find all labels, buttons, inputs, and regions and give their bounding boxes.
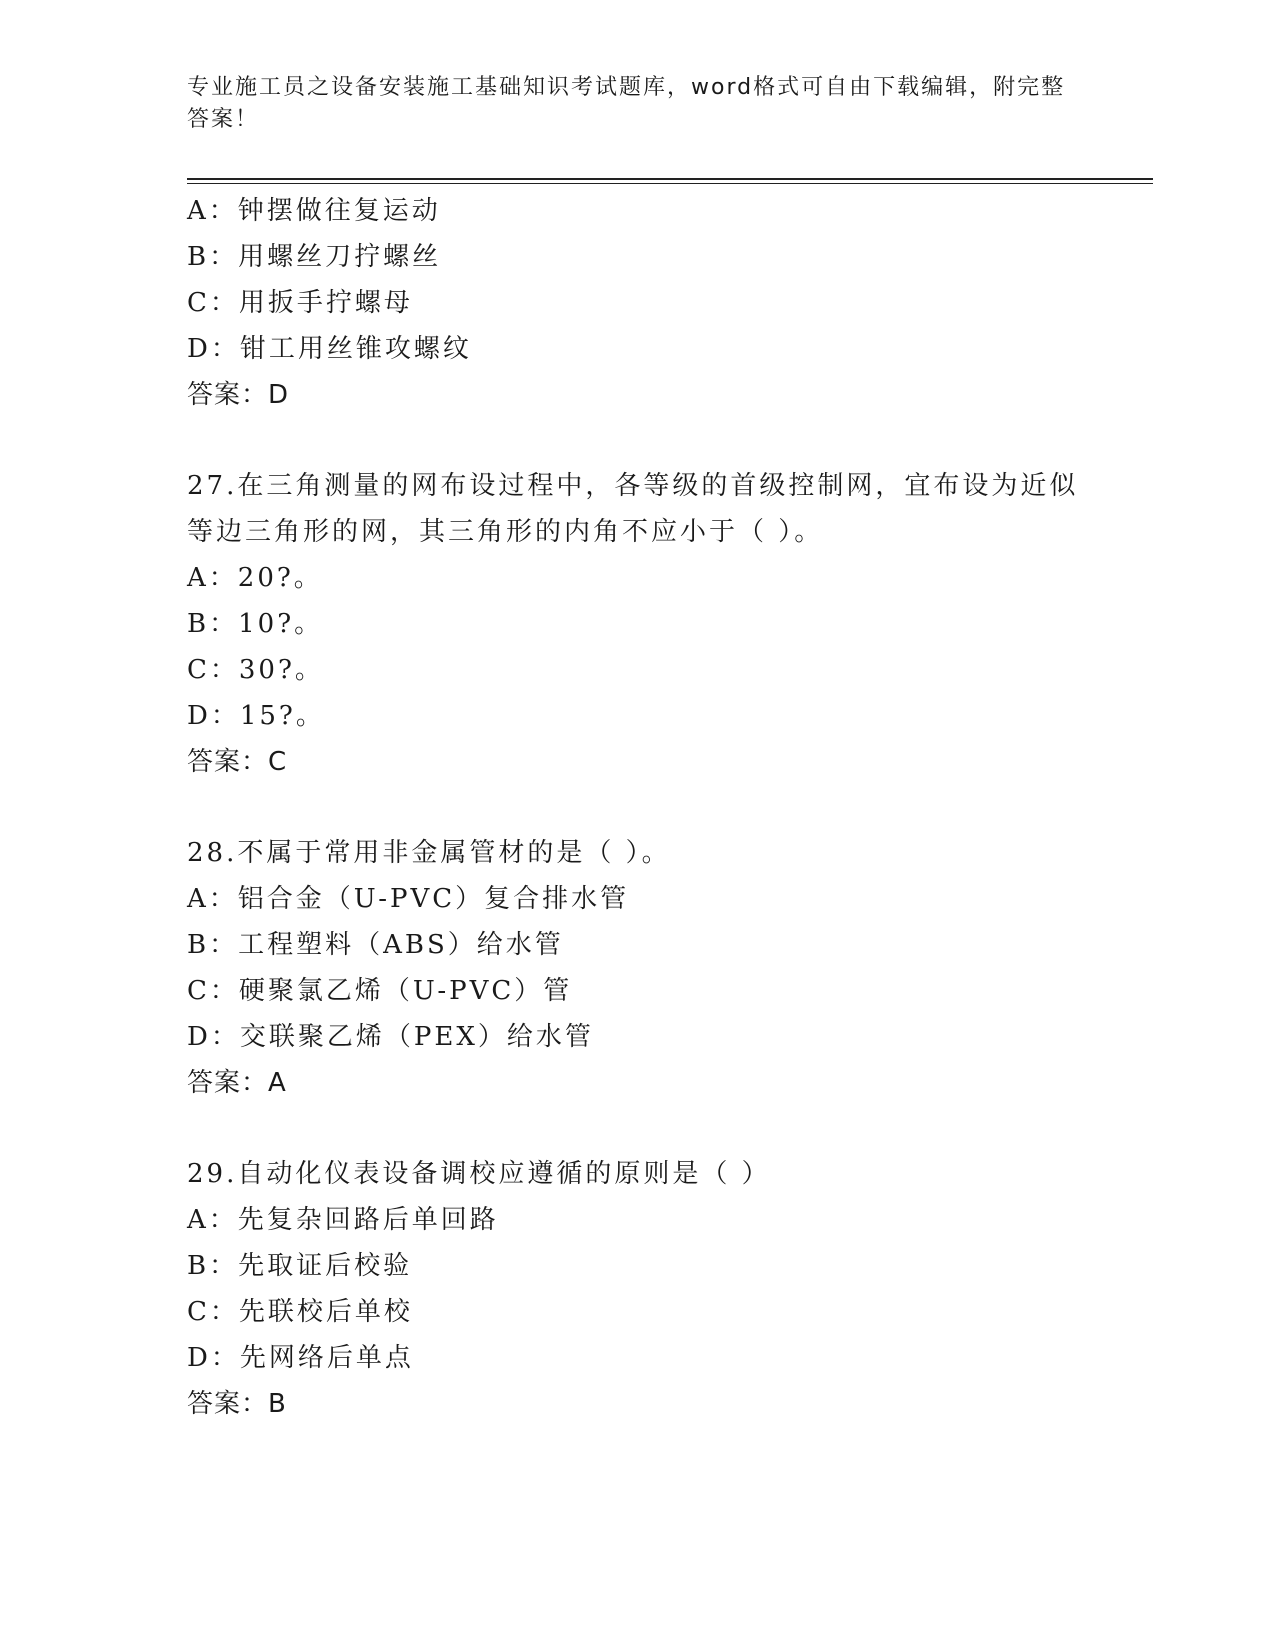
option-b: B：工程塑料（ABS）给水管 [187,930,564,960]
question-27 [187,463,1087,785]
question-list [187,188,1087,1427]
question-stem: 28.不属于常用非金属管材的是（ ）。 [187,838,671,868]
answer-line: 答案：C [187,747,288,777]
question-stem: 27.在三角测量的网布设过程中，各等级的首级控制网，宜布设为近似 [187,471,1079,501]
answer-line: 答案：A [187,1068,287,1098]
option-d: D：先网络后单点 [187,1343,414,1373]
header-divider-thick [187,178,1153,180]
answer-line: 答案：B [187,1389,287,1419]
question-stem-continued: 等边三角形的网，其三角形的内角不应小于（ ）。 [187,517,824,547]
question-29 [187,1151,1087,1427]
option-c: C：先联校后单校 [187,1297,413,1327]
document-header: 专业施工员之设备安装施工基础知识考试题库，word格式可自由下载编辑，附完整答案！ [187,75,1066,132]
option-d: D：15?。 [187,701,325,731]
option-b: B：用螺丝刀拧螺丝 [187,242,442,272]
option-a: A：铝合金（U-PVC）复合排水管 [187,884,630,914]
question-stem: 29.自动化仪表设备调校应遵循的原则是（ ） [187,1159,771,1189]
option-b: B：先取证后校验 [187,1251,413,1281]
option-d: D：交联聚乙烯（PEX）给水管 [187,1022,594,1052]
option-c: C：30?。 [187,655,324,685]
header-divider-thin [187,183,1153,184]
answer-line: 答案：D [187,380,290,410]
option-a: A：先复杂回路后单回路 [187,1205,499,1235]
option-b: B：10?。 [187,609,324,639]
question-28 [187,830,1087,1106]
option-a: A：钟摆做往复运动 [187,196,441,226]
option-c: C：硬聚氯乙烯（U-PVC）管 [187,976,573,1006]
option-a: A：20?。 [187,563,323,593]
option-c: C：用扳手拧螺母 [187,288,413,318]
question-26-tail [187,188,1087,418]
option-d: D：钳工用丝锥攻螺纹 [187,334,472,364]
